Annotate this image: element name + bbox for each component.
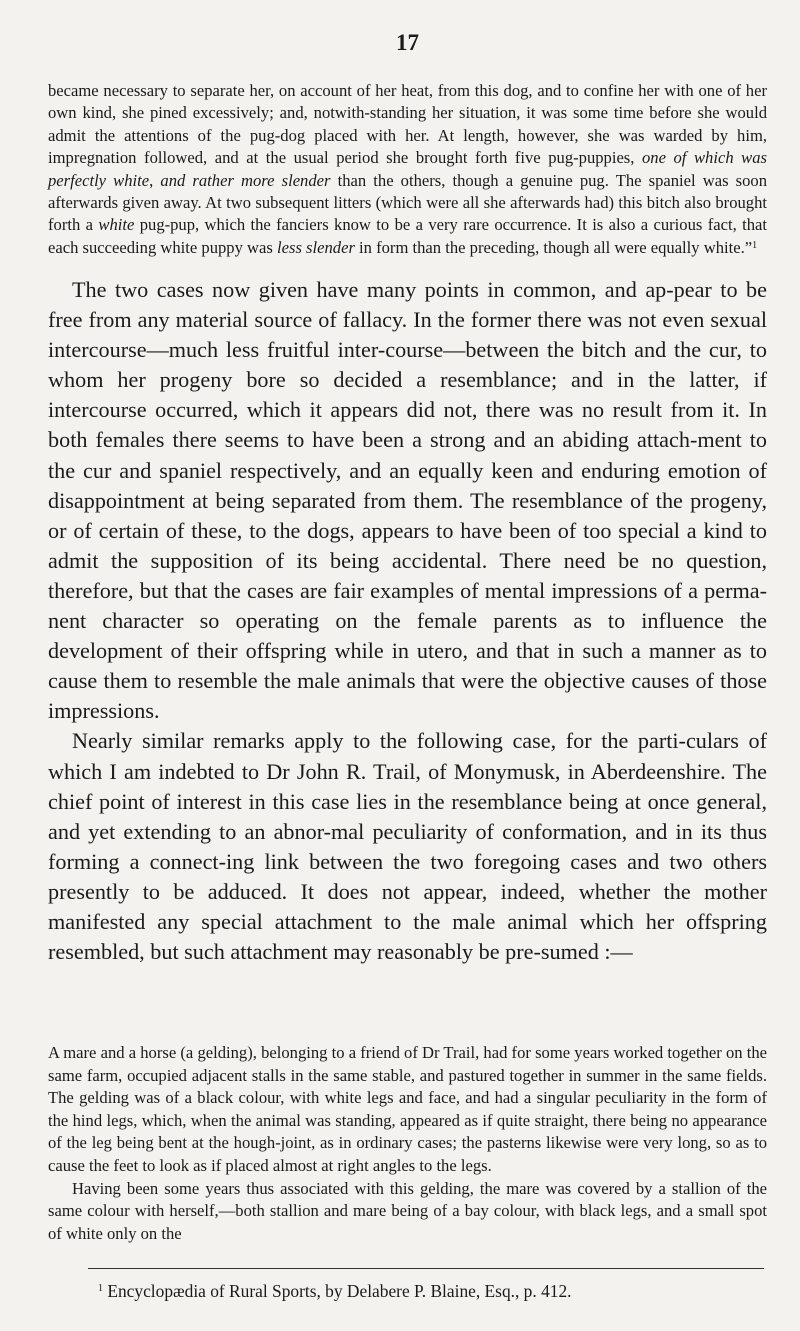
body-paragraph: The two cases now given have many points in common, and ap-pear to be free from any material source of fallacy. In the former there was not even sexual intercourse—much less fruitful inter-course—between the bitch and the cur, to whom her progeny bore so decided a resemblance; and in the latter, if intercourse occurred, which it appears did not, there was no result from it. In both females there seems to have been a strong and an abiding attach-ment to the cur and spaniel respectively, and an equally keen and enduring emotion of disappointment at being separated from them. The resemblance of the progeny, or of certain of these, to the dogs, appears to have been of too special a kind to admit the supposition of its being accidental. There need be no question, therefore, but that the cases are fair examples of mental impressions of a perma-nent character so operating on the female parents as to influence the development of their offspring while in utero, and that in such a manner as to cause them to resemble the male animals that were the objective causes of those impressions. bbox=[48, 277, 767, 724]
footnote-ref: 1 bbox=[752, 239, 758, 251]
quote-italic: less slender bbox=[277, 237, 355, 257]
quote-paragraph: A mare and a horse (a gelding), belonging to a friend of Dr Trail, had for some years worked together on the same farm, occupied adjacent stalls in the same stable, and pastured together in summer in the same fields. The gelding was of a black colour, with white legs and face, and had a singular peculiarity in the form of the hind legs, which, when the animal was standing, appeared as if quite straight, there being no appearance of the leg being bent at the hough-joint, as in ordinary cases; the pasterns likewise were very long, so as to cause the feet to look as if placed almost at right angles to the legs. bbox=[48, 1043, 767, 1175]
quote-text: became necessary to separate her, on account of her heat, from this dog, and to confine her with one of her own kind, she pined excessively; and, notwith-standing her situation, it was some time before she would admit the attentions of the pug-dog placed with her. At length, however, she was warded by him, impregnation followed, and at the usual period she brought forth five pug-puppies, bbox=[48, 81, 767, 168]
quote-paragraph: Having been some years thus associated with this gelding, the mare was covered by a stallion of the same colour with herself,—both stallion and mare being of a bay colour, with black legs, and a small spot of white only on the bbox=[48, 1178, 767, 1243]
quote-text: in form than the preceding, though all were equally white.” bbox=[354, 237, 753, 257]
quoted-passage-top bbox=[48, 80, 767, 259]
footnote-marker: 1 bbox=[98, 1283, 103, 1294]
quote-italic: and rather more slender bbox=[160, 170, 331, 190]
book-page bbox=[48, 0, 767, 1331]
page-number: 17 bbox=[396, 30, 419, 55]
quoted-passage-bottom bbox=[48, 1042, 767, 1245]
body-paragraph: Nearly similar remarks apply to the following case, for the parti-culars of which I am indebted to Dr John R. Trail, of Monymusk, in Aberdeenshire. The chief point of interest in this case lies in the resemblance being at once general, and yet extending to an abnor-mal peculiarity of conformation, and in its thus forming a connect-ing link between the two foregoing cases and two others presently to be adduced. It does not appear, indeed, whether the mother manifested any special attachment to the male animal which her offspring resembled, but such attachment may reasonably be pre-sumed :— bbox=[48, 728, 767, 965]
quote-text: than the others, though a genuine pug. The spaniel was soon afterwards given away. At two subsequent litters (which were all she afterwards had) this bitch also brought forth a bbox=[48, 170, 768, 235]
footnote-text: Encyclopædia of Rural Sports, by Delabere P. Blaine, Esq., p. 412. bbox=[103, 1281, 572, 1301]
footnote-divider bbox=[88, 1268, 764, 1269]
body-text bbox=[48, 275, 767, 967]
quote-text: , bbox=[149, 170, 161, 190]
quote-italic: white bbox=[98, 215, 135, 235]
quote-text: pug-pup, which the fanciers know to be a very rare occurrence. It is also a curious fact, that each succeeding white puppy was bbox=[48, 215, 767, 257]
footnote bbox=[48, 1280, 767, 1302]
quote-italic: one of which was perfectly white bbox=[48, 148, 767, 190]
